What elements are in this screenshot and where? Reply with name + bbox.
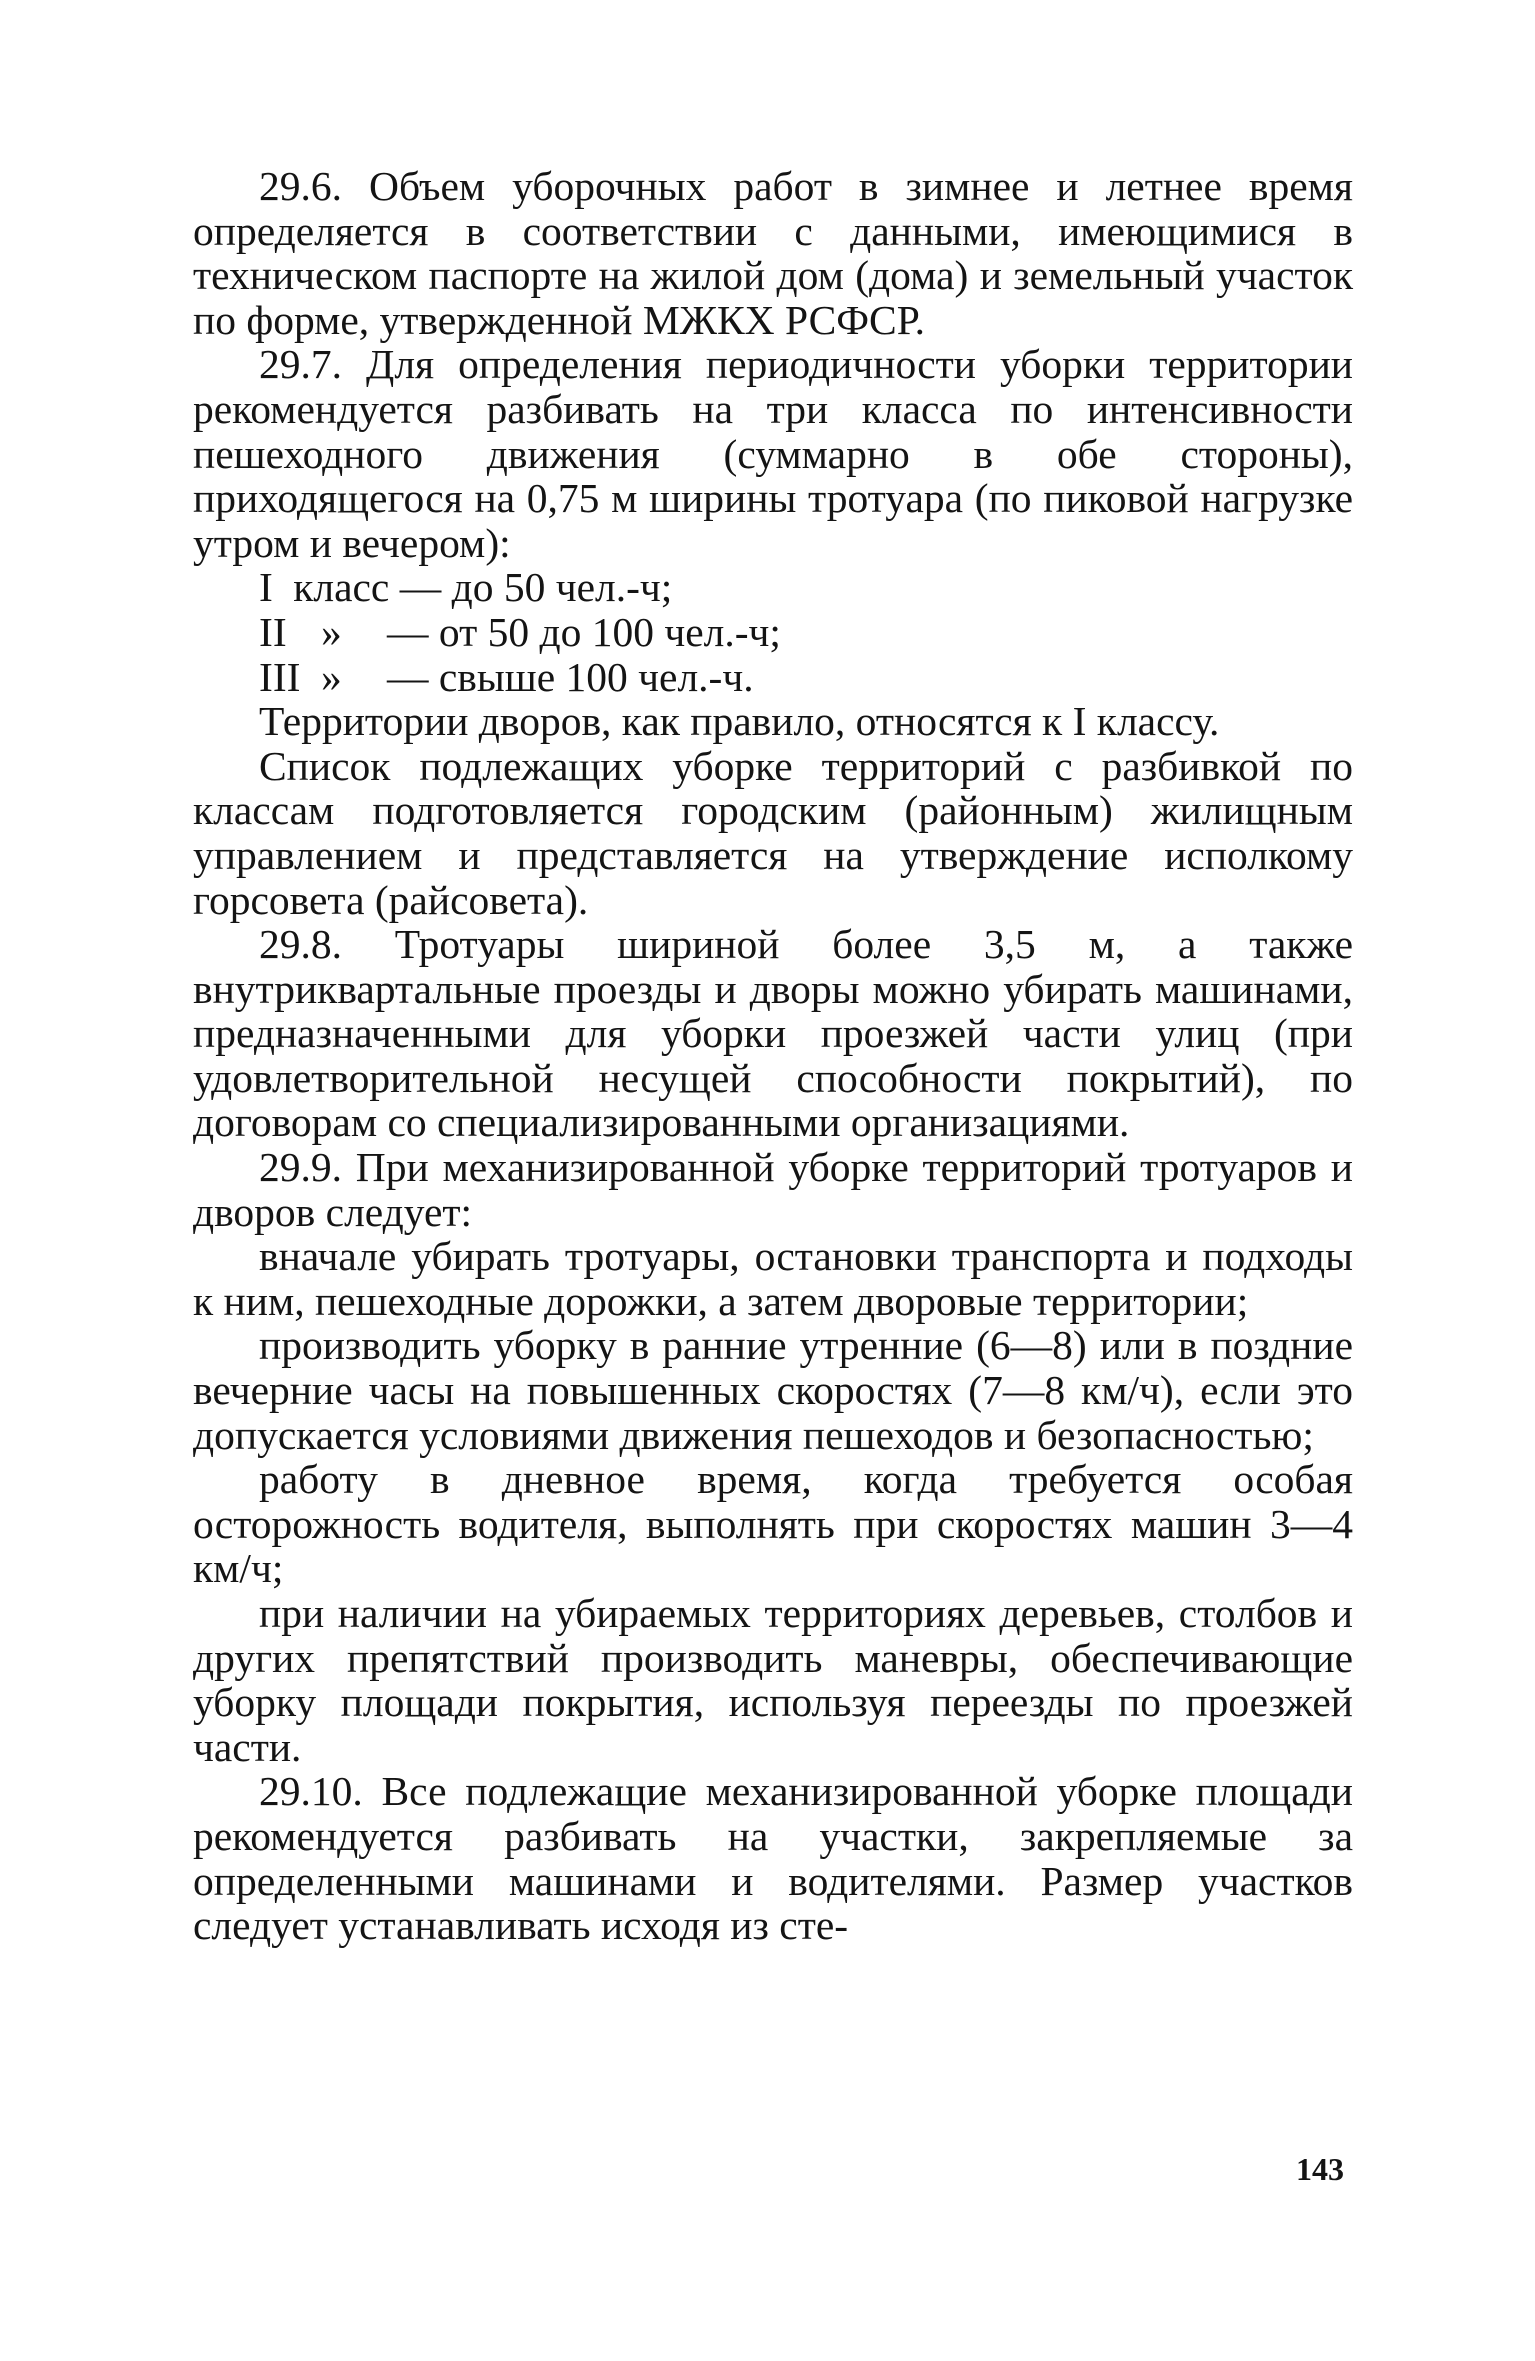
paragraph-29-7: 29.7. Для определения периодичности уборки территории рекомендуется разбивать на три класса по интенсивности пешеходного движения (суммарно в обе стороны), приходящегося на 0,75 м ширины тротуара (по пиковой нагрузке утром и вечером): [193,341,1353,566]
class-text: — свыше 100 чел.-ч. [387,653,754,700]
class-list-item [193,610,1353,655]
class-roman: III [259,653,301,700]
paragraph-29-6: 29.6. Объем уборочных работ в зимнее и летнее время определяется в соответствии с данными, имеющимися в техническом паспорте на жилой дом (дома) и земельный участок по форме, утвержденной МЖКХ РСФСР. [193,163,1353,343]
page-body [193,164,1353,1948]
class-text: — от 50 до 100 чел.-ч; [387,608,781,655]
paragraph-step-4: при наличии на убираемых территориях деревьев, столбов и других препятствий производить маневры, обеспечивающие уборку площади покрытия, используя переезды по проезжей части. [193,1590,1353,1770]
paragraph-yards: Территории дворов, как правило, относятся к I классу. [259,698,1220,745]
paragraph-29-10: 29.10. Все подлежащие механизированной уборке площади рекомендуется разбивать на участки, закрепляемые за определенными машинами и водителями. Размер участков следует устанавливать исходя из сте- [193,1768,1353,1949]
paragraph-step-2: производить уборку в ранние утренние (6—8) или в поздние вечерние часы на повышенных скоростях (7—8 км/ч), если это допускается условиями движения пешеходов и безопасностью; [193,1322,1353,1458]
paragraph-29-8: 29.8. Тротуары шириной более 3,5 м, а также внутриквартальные проезды и дворы можно убирать машинами, предназначенными для уборки проезжей части улиц (при удовлетворительной несущей способности покрытий), по договорам со специализированными организациями. [193,921,1353,1146]
class-text: класс — до 50 чел.-ч; [293,564,673,611]
paragraph-list-note: Список подлежащих уборке территорий с разбивкой по классам подготовляется городским (районным) жилищным управлением и представляется на утверждение исполкому горсовета (райсовета). [193,742,1353,923]
class-list-item [193,655,1353,700]
paragraph-step-3: работу в дневное время, когда требуется особая осторожность водителя, выполнять при скоростях машин 3—4 км/ч; [193,1456,1353,1592]
class-ditto: » [321,653,342,700]
class-list [193,565,1353,699]
class-list-item [193,565,1353,610]
class-roman: II [259,608,287,655]
class-roman: I [259,564,273,611]
paragraph-step-1: вначале убирать тротуары, остановки транспорта и подходы к ним, пешеходные дорожки, а затем дворовые территории; [193,1233,1353,1324]
class-ditto: » [321,608,342,655]
page-number: 143 [1296,2151,1344,2187]
paragraph-29-9: 29.9. При механизированной уборке территорий тротуаров и дворов следует: [193,1144,1353,1235]
